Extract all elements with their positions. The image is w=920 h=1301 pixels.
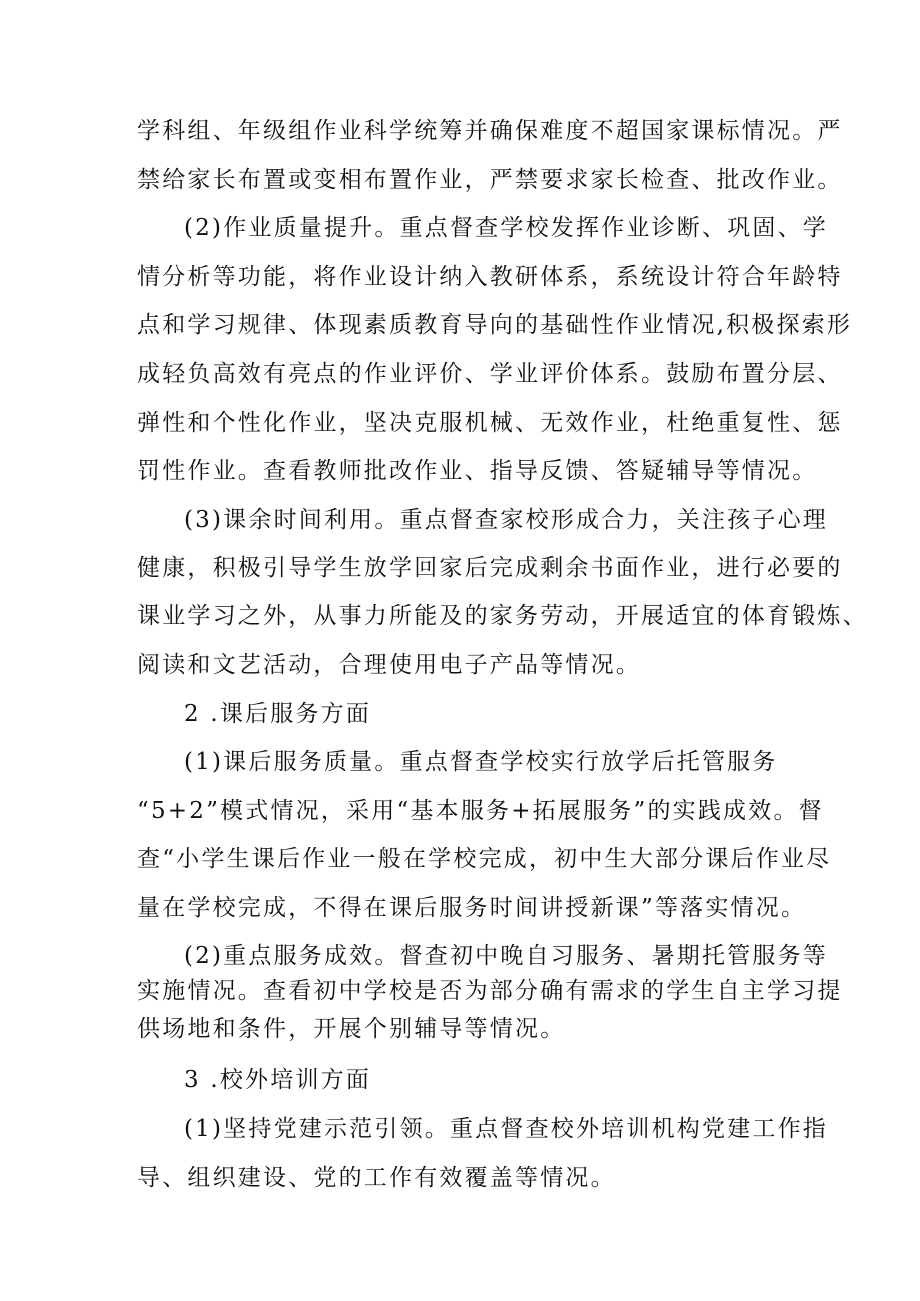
text-line: 学科组、年级组作业科学统筹并确保难度不超国家课标情况。严 (137, 118, 843, 144)
text-line: 量在学校完成，不得在课后服务时间讲授新课”等落实情况。 (137, 895, 807, 921)
text-line: 查“小学生课后作业一般在学校完成，初中生大部分课后作业尽 (137, 846, 832, 872)
text-line: 供场地和条件，开展个别辅导等情况。 (137, 1016, 566, 1042)
paragraph-start: (1)坚持党建示范引领。重点督查校外培训机构党建工作指 (184, 1116, 828, 1142)
text-line: 实施情况。查看初中学校是否为部分确有需求的学生自主学习提 (137, 978, 843, 1004)
text-line: 成轻负高效有亮点的作业评价、学业评价体系。鼓励布置分层、 (137, 361, 843, 387)
text-line: 健康，积极引导学生放学回家后完成剩余书面作业，进行必要的 (137, 555, 843, 581)
paragraph-start: (1)课后服务质量。重点督查学校实行放学后托管服务 (184, 749, 778, 775)
text-line: “5+2”模式情况，采用“基本服务+拓展服务”的实践成效。督 (137, 798, 824, 824)
text-line: 禁给家长布置或变相布置作业，严禁要求家长检查、批改作业。 (137, 167, 843, 193)
text-line: 点和学习规律、体现素质教育导向的基础性作业情况,积极探索形 (137, 312, 853, 338)
paragraph-start: (3)课余时间利用。重点督查家校形成合力，关注孩子心理 (184, 507, 828, 533)
paragraph-start: (2)作业质量提升。重点督查学校发挥作业诊断、巩固、学 (184, 215, 828, 241)
text-line: 课业学习之外，从事力所能及的家务劳动，开展适宜的体育锻炼、 (137, 603, 868, 629)
text-line: 弹性和个性化作业，坚决克服机械、无效作业，杜绝重复性、惩 (137, 410, 843, 436)
paragraph-start: (2)重点服务成效。督查初中晚自习服务、暑期托管服务等 (184, 943, 828, 969)
text-line: 情分析等功能，将作业设计纳入教研体系，系统设计符合年龄特 (137, 264, 843, 290)
section-heading: 2 .课后服务方面 (184, 701, 372, 727)
text-line: 导、组织建设、党的工作有效覆盖等情况。 (137, 1165, 616, 1191)
text-line: 罚性作业。查看教师批改作业、指导反馈、答疑辅导等情况。 (137, 458, 818, 484)
text-line: 阅读和文艺活动，合理使用电子产品等情况。 (137, 652, 641, 678)
section-heading: 3 .校外培训方面 (184, 1067, 372, 1093)
